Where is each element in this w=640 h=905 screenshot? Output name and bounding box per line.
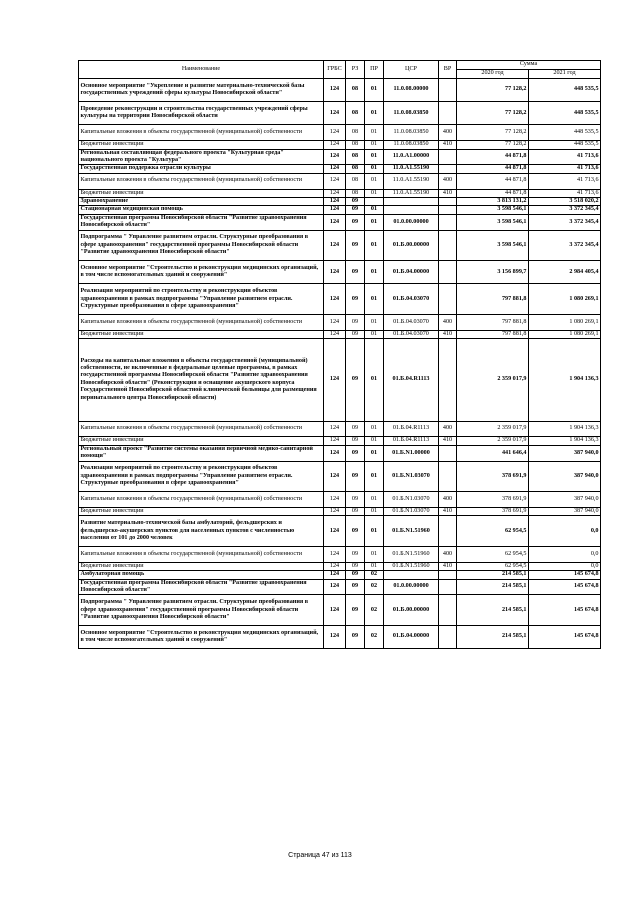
cell-vr bbox=[439, 461, 457, 492]
cell-2021: 3 372 345,4 bbox=[529, 206, 601, 214]
cell-name: Подпрограмма " Управление развитием отрасли. Структурные преобразования в сфере здравоохранения" государственной программы Новосибирской области "Развитие здравоохранения Новосибирской области" bbox=[79, 595, 324, 626]
cell-pr: 01 bbox=[365, 284, 384, 315]
table-row bbox=[79, 562, 601, 570]
table-row bbox=[79, 284, 601, 315]
cell-2021: 448 535,5 bbox=[529, 125, 601, 141]
cell-2021: 448 535,5 bbox=[529, 141, 601, 149]
cell-csr bbox=[384, 198, 439, 206]
cell-2021: 145 674,8 bbox=[529, 579, 601, 595]
cell-2021: 41 713,6 bbox=[529, 189, 601, 197]
cell-name: Реализация мероприятий по строительству и реконструкции объектов здравоохранения в рамках подпрограммы "Управление развитием отрасли. Структурные преобразования в сфере здравоохранения" bbox=[79, 284, 324, 315]
cell-csr: 01.Б.04.03070 bbox=[384, 330, 439, 338]
cell-pr: 01 bbox=[365, 206, 384, 214]
cell-rz: 09 bbox=[346, 579, 365, 595]
col-header-name: Наименование bbox=[79, 61, 324, 79]
table-row bbox=[79, 445, 601, 461]
cell-name: Подпрограмма " Управление развитием отрасли. Структурные преобразования в сфере здравоохранения" государственной программы Новосибирской области "Развитие здравоохранения Новосибирской области" bbox=[79, 230, 324, 261]
cell-pr: 01 bbox=[365, 261, 384, 284]
cell-pr: 02 bbox=[365, 571, 384, 579]
table-row bbox=[79, 421, 601, 437]
cell-2021: 3 372 345,4 bbox=[529, 230, 601, 261]
cell-2021: 3 518 020,2 bbox=[529, 198, 601, 206]
budget-table bbox=[78, 60, 601, 649]
cell-rz: 08 bbox=[346, 125, 365, 141]
cell-grbs: 124 bbox=[324, 125, 346, 141]
cell-grbs: 124 bbox=[324, 421, 346, 437]
cell-grbs: 124 bbox=[324, 547, 346, 563]
cell-2020: 3 598 546,1 bbox=[457, 206, 529, 214]
cell-name: Бюджетные инвестиции bbox=[79, 330, 324, 338]
cell-vr bbox=[439, 339, 457, 421]
cell-grbs: 124 bbox=[324, 230, 346, 261]
cell-grbs: 124 bbox=[324, 261, 346, 284]
cell-2020: 2 359 017,9 bbox=[457, 437, 529, 445]
cell-grbs: 124 bbox=[324, 173, 346, 189]
cell-vr bbox=[439, 516, 457, 547]
cell-vr bbox=[439, 79, 457, 102]
cell-name: Бюджетные инвестиции bbox=[79, 508, 324, 516]
cell-name: Капитальные вложения в объекты государственной (муниципальной) собственности bbox=[79, 421, 324, 437]
cell-vr: 410 bbox=[439, 189, 457, 197]
col-header-2020: 2020 год bbox=[457, 70, 529, 79]
cell-pr: 01 bbox=[365, 125, 384, 141]
cell-grbs: 124 bbox=[324, 445, 346, 461]
cell-csr: 01.Б.N1.00000 bbox=[384, 445, 439, 461]
cell-grbs: 124 bbox=[324, 579, 346, 595]
cell-vr: 400 bbox=[439, 125, 457, 141]
table-row bbox=[79, 315, 601, 331]
cell-2020: 2 359 017,9 bbox=[457, 421, 529, 437]
cell-pr: 01 bbox=[365, 339, 384, 421]
cell-2020: 44 871,8 bbox=[457, 165, 529, 173]
cell-csr: 11.0.08.00000 bbox=[384, 79, 439, 102]
cell-rz: 08 bbox=[346, 173, 365, 189]
cell-csr: 11.0.A1.55190 bbox=[384, 189, 439, 197]
cell-rz: 09 bbox=[346, 339, 365, 421]
cell-vr bbox=[439, 206, 457, 214]
col-header-vr: ВР bbox=[439, 61, 457, 79]
cell-name: Основное мероприятие "Строительство и реконструкция медицинских организаций, в том числе вспомогательных зданий и сооружений" bbox=[79, 626, 324, 649]
cell-2021: 1 904 136,3 bbox=[529, 339, 601, 421]
cell-2021: 0,0 bbox=[529, 547, 601, 563]
cell-csr bbox=[384, 206, 439, 214]
cell-rz: 09 bbox=[346, 421, 365, 437]
cell-grbs: 124 bbox=[324, 461, 346, 492]
cell-grbs: 124 bbox=[324, 214, 346, 230]
cell-grbs: 124 bbox=[324, 102, 346, 125]
cell-2020: 62 954,5 bbox=[457, 562, 529, 570]
cell-csr: 11.0.A1.55190 bbox=[384, 165, 439, 173]
cell-2020: 797 881,8 bbox=[457, 330, 529, 338]
cell-rz: 09 bbox=[346, 198, 365, 206]
cell-rz: 09 bbox=[346, 571, 365, 579]
cell-2020: 2 359 017,9 bbox=[457, 339, 529, 421]
cell-rz: 08 bbox=[346, 165, 365, 173]
col-header-grbs: ГРБС bbox=[324, 61, 346, 79]
cell-2020: 3 813 131,2 bbox=[457, 198, 529, 206]
cell-name: Бюджетные инвестиции bbox=[79, 189, 324, 197]
table-row bbox=[79, 141, 601, 149]
cell-2020: 77 128,2 bbox=[457, 102, 529, 125]
cell-pr: 01 bbox=[365, 421, 384, 437]
cell-name: Государственная поддержка отрасли культуры bbox=[79, 165, 324, 173]
cell-grbs: 124 bbox=[324, 198, 346, 206]
cell-grbs: 124 bbox=[324, 189, 346, 197]
cell-vr: 400 bbox=[439, 173, 457, 189]
cell-grbs: 124 bbox=[324, 141, 346, 149]
cell-csr: 11.0.08.03850 bbox=[384, 125, 439, 141]
cell-rz: 09 bbox=[346, 516, 365, 547]
cell-2021: 3 372 345,4 bbox=[529, 214, 601, 230]
cell-vr: 410 bbox=[439, 330, 457, 338]
cell-name: Расходы на капитальные вложения в объекты государственной (муниципальной) собственности, не включенные в федеральные целевые программы, в рамках государственной программы Новосибирской области "Развитие здравоохранения Новосибирской области" (Реконструкция и оснащение акушерского корпуса Государственной Новосибирской областной клинической больницы для размещения перинатального центра Новосибирской области) bbox=[79, 339, 324, 421]
cell-pr: 01 bbox=[365, 492, 384, 508]
cell-2021: 387 940,0 bbox=[529, 461, 601, 492]
cell-rz: 09 bbox=[346, 595, 365, 626]
cell-2020: 214 585,1 bbox=[457, 595, 529, 626]
table-row bbox=[79, 102, 601, 125]
cell-vr: 410 bbox=[439, 508, 457, 516]
cell-csr: 01.Б.04.R1113 bbox=[384, 339, 439, 421]
table-row bbox=[79, 339, 601, 421]
cell-pr: 02 bbox=[365, 595, 384, 626]
cell-2020: 214 585,1 bbox=[457, 571, 529, 579]
cell-rz: 09 bbox=[346, 508, 365, 516]
cell-grbs: 124 bbox=[324, 330, 346, 338]
cell-2021: 2 984 405,4 bbox=[529, 261, 601, 284]
cell-csr: 11.0.08.03850 bbox=[384, 141, 439, 149]
cell-2020: 3 598 546,1 bbox=[457, 230, 529, 261]
cell-csr: 01.Б.04.03070 bbox=[384, 315, 439, 331]
cell-name: Капитальные вложения в объекты государственной (муниципальной) собственности bbox=[79, 547, 324, 563]
table-row bbox=[79, 516, 601, 547]
cell-pr: 02 bbox=[365, 579, 384, 595]
cell-grbs: 124 bbox=[324, 284, 346, 315]
table-body bbox=[79, 79, 601, 649]
cell-rz: 09 bbox=[346, 492, 365, 508]
cell-2020: 378 691,9 bbox=[457, 461, 529, 492]
cell-pr: 01 bbox=[365, 508, 384, 516]
cell-rz: 09 bbox=[346, 445, 365, 461]
cell-vr bbox=[439, 214, 457, 230]
cell-grbs: 124 bbox=[324, 315, 346, 331]
table-row bbox=[79, 547, 601, 563]
cell-csr: 01.Б.N1.03070 bbox=[384, 508, 439, 516]
col-header-sum: Сумма bbox=[457, 61, 601, 70]
cell-name: Государственная программа Новосибирской области "Развитие здравоохранения Новосибирской области" bbox=[79, 579, 324, 595]
cell-2021: 41 713,6 bbox=[529, 165, 601, 173]
cell-pr: 01 bbox=[365, 214, 384, 230]
cell-2020: 62 954,5 bbox=[457, 547, 529, 563]
cell-2021: 1 904 136,3 bbox=[529, 437, 601, 445]
cell-2020: 214 585,1 bbox=[457, 579, 529, 595]
cell-2021: 1 080 269,1 bbox=[529, 315, 601, 331]
cell-2020: 378 691,9 bbox=[457, 508, 529, 516]
cell-vr: 410 bbox=[439, 141, 457, 149]
cell-pr: 01 bbox=[365, 315, 384, 331]
cell-rz: 09 bbox=[346, 437, 365, 445]
cell-csr: 01.Б.N1.03070 bbox=[384, 461, 439, 492]
cell-vr bbox=[439, 445, 457, 461]
cell-grbs: 124 bbox=[324, 149, 346, 165]
cell-2021: 387 940,0 bbox=[529, 508, 601, 516]
cell-csr: 01.Б.00.00000 bbox=[384, 595, 439, 626]
cell-rz: 09 bbox=[346, 315, 365, 331]
cell-vr: 400 bbox=[439, 547, 457, 563]
cell-csr: 01.Б.N1.51960 bbox=[384, 547, 439, 563]
cell-2021: 448 535,5 bbox=[529, 79, 601, 102]
cell-grbs: 124 bbox=[324, 165, 346, 173]
cell-vr: 400 bbox=[439, 421, 457, 437]
cell-vr: 410 bbox=[439, 562, 457, 570]
cell-pr: 01 bbox=[365, 437, 384, 445]
cell-name: Капитальные вложения в объекты государственной (муниципальной) собственности bbox=[79, 492, 324, 508]
table-row bbox=[79, 165, 601, 173]
cell-rz: 09 bbox=[346, 206, 365, 214]
cell-2021: 448 535,5 bbox=[529, 102, 601, 125]
cell-rz: 09 bbox=[346, 284, 365, 315]
cell-rz: 08 bbox=[346, 149, 365, 165]
cell-2021: 387 940,0 bbox=[529, 445, 601, 461]
cell-pr: 01 bbox=[365, 562, 384, 570]
cell-name: Бюджетные инвестиции bbox=[79, 141, 324, 149]
cell-pr: 01 bbox=[365, 461, 384, 492]
cell-2020: 77 128,2 bbox=[457, 79, 529, 102]
cell-grbs: 124 bbox=[324, 437, 346, 445]
cell-csr: 01.0.00.00000 bbox=[384, 214, 439, 230]
cell-vr bbox=[439, 261, 457, 284]
cell-csr: 01.Б.N1.03070 bbox=[384, 492, 439, 508]
cell-2020: 44 871,8 bbox=[457, 189, 529, 197]
cell-2021: 41 713,6 bbox=[529, 149, 601, 165]
cell-grbs: 124 bbox=[324, 595, 346, 626]
cell-name: Региональный проект "Развитие системы оказания первичной медико-санитарной помощи" bbox=[79, 445, 324, 461]
table-row bbox=[79, 437, 601, 445]
cell-name: Капитальные вложения в объекты государственной (муниципальной) собственности bbox=[79, 315, 324, 331]
cell-csr: 01.Б.04.00000 bbox=[384, 261, 439, 284]
table-row bbox=[79, 149, 601, 165]
cell-grbs: 124 bbox=[324, 508, 346, 516]
cell-2020: 797 881,8 bbox=[457, 284, 529, 315]
cell-pr: 01 bbox=[365, 102, 384, 125]
cell-2021: 0,0 bbox=[529, 516, 601, 547]
cell-pr: 01 bbox=[365, 149, 384, 165]
table-row bbox=[79, 198, 601, 206]
cell-grbs: 124 bbox=[324, 206, 346, 214]
cell-name: Бюджетные инвестиции bbox=[79, 437, 324, 445]
cell-pr: 01 bbox=[365, 173, 384, 189]
table-row bbox=[79, 330, 601, 338]
cell-name: Здравоохранение bbox=[79, 198, 324, 206]
table-row bbox=[79, 173, 601, 189]
cell-2020: 3 156 899,7 bbox=[457, 261, 529, 284]
cell-grbs: 124 bbox=[324, 626, 346, 649]
table-row bbox=[79, 261, 601, 284]
table-row bbox=[79, 461, 601, 492]
cell-grbs: 124 bbox=[324, 339, 346, 421]
cell-csr: 11.0.A1.00000 bbox=[384, 149, 439, 165]
cell-csr: 01.Б.04.R1113 bbox=[384, 421, 439, 437]
cell-pr bbox=[365, 198, 384, 206]
cell-rz: 08 bbox=[346, 79, 365, 102]
cell-vr bbox=[439, 149, 457, 165]
cell-pr: 01 bbox=[365, 141, 384, 149]
cell-2020: 44 871,8 bbox=[457, 149, 529, 165]
table-row bbox=[79, 230, 601, 261]
cell-vr bbox=[439, 230, 457, 261]
cell-vr bbox=[439, 165, 457, 173]
cell-vr bbox=[439, 579, 457, 595]
col-header-pr: ПР bbox=[365, 61, 384, 79]
cell-rz: 09 bbox=[346, 562, 365, 570]
cell-2020: 3 598 546,1 bbox=[457, 214, 529, 230]
table-row bbox=[79, 626, 601, 649]
cell-2021: 387 940,0 bbox=[529, 492, 601, 508]
cell-pr: 01 bbox=[365, 445, 384, 461]
cell-name: Региональная составляющая федерального проекта "Культурная среда" национального проекта "Культура" bbox=[79, 149, 324, 165]
cell-2020: 797 881,8 bbox=[457, 315, 529, 331]
table-row bbox=[79, 79, 601, 102]
cell-pr: 01 bbox=[365, 79, 384, 102]
cell-csr: 01.Б.04.03070 bbox=[384, 284, 439, 315]
cell-vr bbox=[439, 626, 457, 649]
cell-grbs: 124 bbox=[324, 492, 346, 508]
cell-name: Основное мероприятие "Укрепление и развитие материально-технической базы государственных учреждений сферы культуры Новосибирской области" bbox=[79, 79, 324, 102]
cell-csr: 11.0.08.03850 bbox=[384, 102, 439, 125]
cell-name: Капитальные вложения в объекты государственной (муниципальной) собственности bbox=[79, 125, 324, 141]
cell-pr: 01 bbox=[365, 547, 384, 563]
table-row bbox=[79, 189, 601, 197]
cell-pr: 01 bbox=[365, 189, 384, 197]
cell-name: Капитальные вложения в объекты государственной (муниципальной) собственности bbox=[79, 173, 324, 189]
cell-rz: 09 bbox=[346, 547, 365, 563]
cell-name: Бюджетные инвестиции bbox=[79, 562, 324, 570]
cell-vr: 400 bbox=[439, 315, 457, 331]
cell-name: Амбулаторная помощь bbox=[79, 571, 324, 579]
col-header-2021: 2021 год bbox=[529, 70, 601, 79]
budget-document bbox=[78, 60, 600, 649]
cell-2021: 145 674,8 bbox=[529, 626, 601, 649]
cell-pr: 01 bbox=[365, 516, 384, 547]
table-row bbox=[79, 595, 601, 626]
cell-2021: 145 674,8 bbox=[529, 571, 601, 579]
cell-2020: 378 691,9 bbox=[457, 492, 529, 508]
cell-pr: 01 bbox=[365, 330, 384, 338]
cell-2020: 441 646,4 bbox=[457, 445, 529, 461]
cell-rz: 08 bbox=[346, 102, 365, 125]
cell-2020: 44 871,8 bbox=[457, 173, 529, 189]
cell-csr: 01.0.00.00000 bbox=[384, 579, 439, 595]
cell-csr: 01.Б.N1.51960 bbox=[384, 516, 439, 547]
cell-csr: 01.Б.00.00000 bbox=[384, 230, 439, 261]
cell-grbs: 124 bbox=[324, 571, 346, 579]
cell-2020: 77 128,2 bbox=[457, 125, 529, 141]
cell-csr: 11.0.A1.55190 bbox=[384, 173, 439, 189]
table-row bbox=[79, 492, 601, 508]
cell-vr: 410 bbox=[439, 437, 457, 445]
cell-2020: 77 128,2 bbox=[457, 141, 529, 149]
header-row-1 bbox=[79, 61, 601, 70]
col-header-csr: ЦСР bbox=[384, 61, 439, 79]
cell-csr bbox=[384, 571, 439, 579]
cell-csr: 01.Б.N1.51960 bbox=[384, 562, 439, 570]
col-header-rz: РЗ bbox=[346, 61, 365, 79]
cell-rz: 09 bbox=[346, 626, 365, 649]
cell-grbs: 124 bbox=[324, 562, 346, 570]
cell-vr bbox=[439, 595, 457, 626]
table-row bbox=[79, 206, 601, 214]
cell-pr: 02 bbox=[365, 626, 384, 649]
cell-grbs: 124 bbox=[324, 516, 346, 547]
cell-2021: 0,0 bbox=[529, 562, 601, 570]
cell-2021: 145 674,8 bbox=[529, 595, 601, 626]
cell-rz: 09 bbox=[346, 261, 365, 284]
cell-2021: 1 904 136,3 bbox=[529, 421, 601, 437]
cell-name: Реализация мероприятий по строительству и реконструкции объектов здравоохранения в рамках подпрограммы "Управление развитием отрасли. Структурные преобразования в сфере здравоохранения" bbox=[79, 461, 324, 492]
cell-2021: 41 713,6 bbox=[529, 173, 601, 189]
cell-csr: 01.Б.04.R1113 bbox=[384, 437, 439, 445]
table-row bbox=[79, 214, 601, 230]
table-row bbox=[79, 125, 601, 141]
cell-vr bbox=[439, 198, 457, 206]
cell-name: Развитие материально-технической базы амбулаторий, фельдшерских и фельдшерско-акушерских пунктов для населенных пунктов с численностью населения от 101 до 2000 человек bbox=[79, 516, 324, 547]
table-row bbox=[79, 579, 601, 595]
cell-rz: 09 bbox=[346, 214, 365, 230]
cell-rz: 09 bbox=[346, 230, 365, 261]
cell-name: Основное мероприятие "Строительство и реконструкция медицинских организаций, в том числе вспомогательных зданий и сооружений" bbox=[79, 261, 324, 284]
cell-name: Проведение реконструкции и строительства государственных учреждений сферы культуры на территории Новосибирской области bbox=[79, 102, 324, 125]
cell-2020: 62 954,5 bbox=[457, 516, 529, 547]
cell-name: Стационарная медицинская помощь bbox=[79, 206, 324, 214]
cell-rz: 09 bbox=[346, 461, 365, 492]
cell-2021: 1 080 269,1 bbox=[529, 284, 601, 315]
cell-vr bbox=[439, 102, 457, 125]
table-row bbox=[79, 508, 601, 516]
table-row bbox=[79, 571, 601, 579]
cell-2021: 1 080 269,1 bbox=[529, 330, 601, 338]
page-footer: Страница 47 из 113 bbox=[288, 852, 352, 859]
cell-rz: 08 bbox=[346, 189, 365, 197]
cell-csr: 01.Б.04.00000 bbox=[384, 626, 439, 649]
cell-pr: 01 bbox=[365, 230, 384, 261]
cell-vr bbox=[439, 284, 457, 315]
cell-grbs: 124 bbox=[324, 79, 346, 102]
cell-vr bbox=[439, 571, 457, 579]
cell-vr: 400 bbox=[439, 492, 457, 508]
cell-rz: 08 bbox=[346, 141, 365, 149]
cell-2020: 214 585,1 bbox=[457, 626, 529, 649]
cell-rz: 09 bbox=[346, 330, 365, 338]
cell-pr: 01 bbox=[365, 165, 384, 173]
cell-name: Государственная программа Новосибирской области "Развитие здравоохранения Новосибирской области" bbox=[79, 214, 324, 230]
